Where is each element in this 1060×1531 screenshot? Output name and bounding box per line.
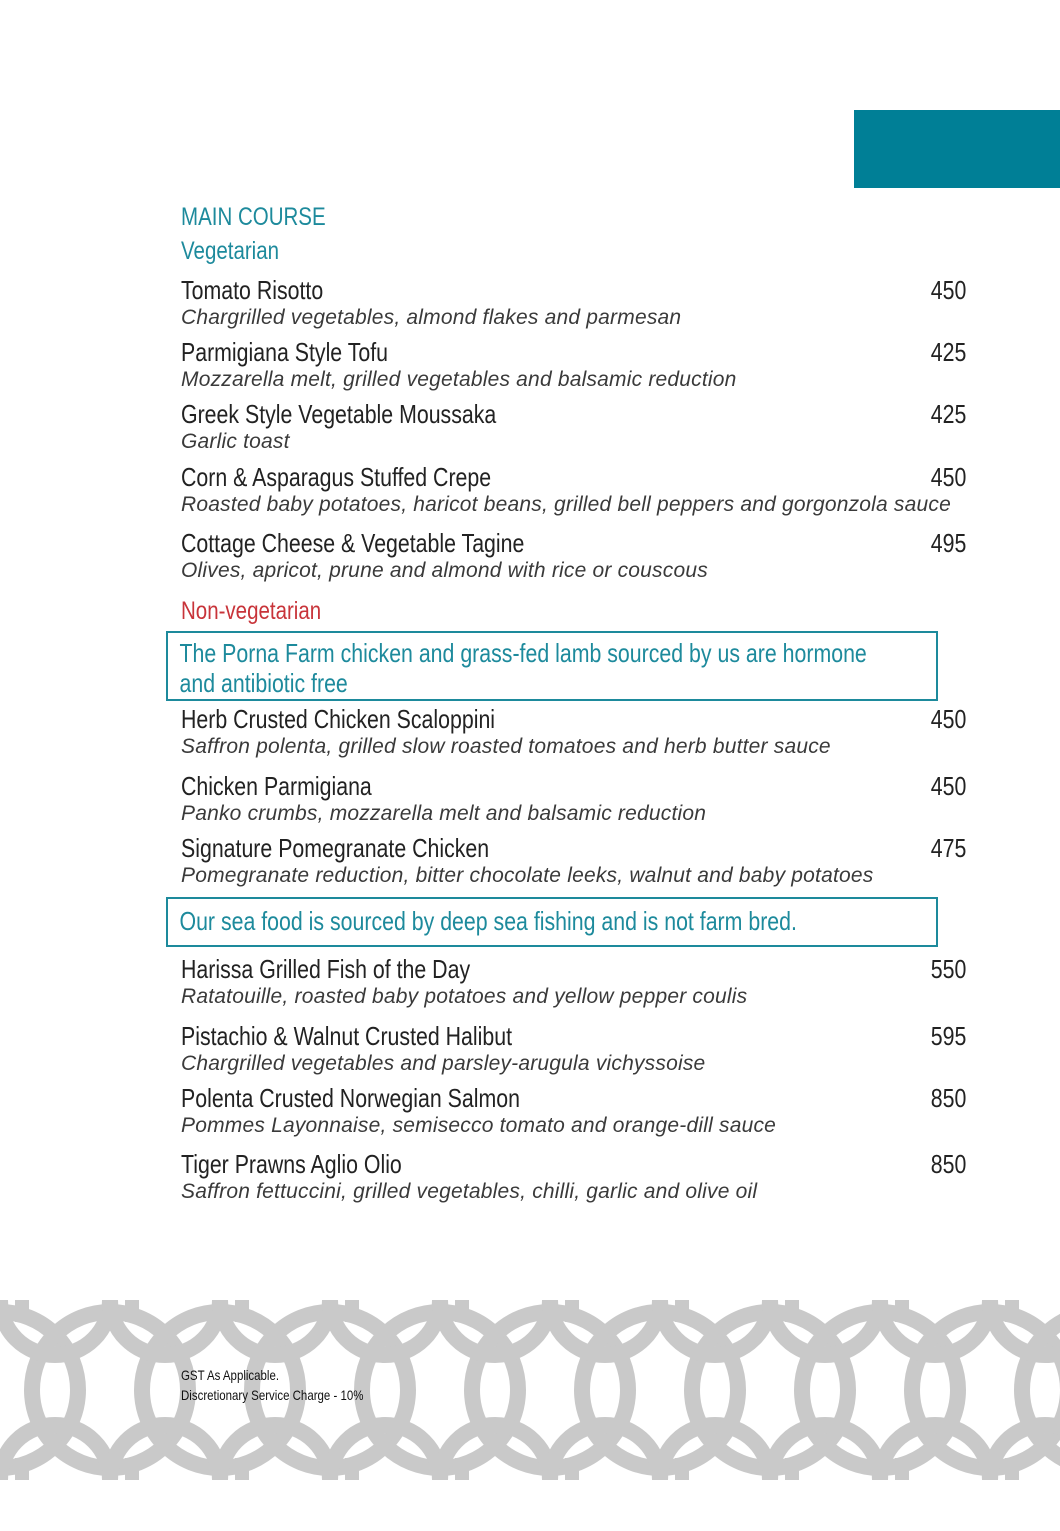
item-description: Panko crumbs, mozzarella melt and balsamic reduction [181,802,707,825]
seafood-sourcing-notice [166,897,938,947]
service-charge-note: Discretionary Service Charge - 10% [181,1387,364,1403]
item-name: Herb Crusted Chicken Scaloppini [181,704,496,734]
item-description: Chargrilled vegetables, almond flakes and parmesan [181,306,682,329]
item-price: 595 [930,1021,966,1051]
item-price: 450 [930,704,966,734]
notice-line: Our sea food is sourced by deep sea fishing and is not farm bred. [179,906,797,936]
item-price: 475 [930,833,966,863]
item-name: Corn & Asparagus Stuffed Crepe [181,462,492,492]
item-name: Harissa Grilled Fish of the Day [181,954,471,984]
menu-item [181,337,966,397]
notice-line: The Porna Farm chicken and grass-fed lamb sourced by us are hormone [179,638,867,668]
menu-item [181,399,966,459]
item-name: Tiger Prawns Aglio Olio [181,1149,402,1179]
item-name: Parmigiana Style Tofu [181,337,388,367]
item-description: Pomegranate reduction, bitter chocolate leeks, walnut and baby potatoes [181,864,874,887]
item-price: 850 [930,1083,966,1113]
section-title: MAIN COURSE [181,203,326,231]
menu-item [181,1021,966,1081]
menu-item [181,771,966,831]
item-price: 425 [930,337,966,367]
menu-item [181,1083,966,1143]
menu-item [181,954,966,1014]
item-price: 450 [930,771,966,801]
item-name: Greek Style Vegetable Moussaka [181,399,497,429]
item-description: Saffron fettuccini, grilled vegetables, chilli, garlic and olive oil [181,1180,758,1203]
item-description: Roasted baby potatoes, haricot beans, grilled bell peppers and gorgonzola sauce [181,493,951,516]
lattice-pattern [0,1300,1060,1480]
vegetarian-heading: Vegetarian [181,237,280,265]
item-price: 550 [930,954,966,984]
item-description: Ratatouille, roasted baby potatoes and yellow pepper coulis [181,985,748,1008]
item-name: Signature Pomegranate Chicken [181,833,490,863]
item-description: Saffron polenta, grilled slow roasted tomatoes and herb butter sauce [181,735,831,758]
item-price: 450 [930,462,966,492]
menu-item [181,275,966,335]
menu-item [181,462,966,522]
menu-item [181,704,966,764]
item-price: 450 [930,275,966,305]
item-name: Cottage Cheese & Vegetable Tagine [181,528,525,558]
gst-note: GST As Applicable. [181,1367,280,1383]
meat-sourcing-notice [166,631,938,701]
item-price: 425 [930,399,966,429]
item-name: Tomato Risotto [181,275,324,305]
item-description: Pommes Layonnaise, semisecco tomato and orange-dill sauce [181,1114,777,1137]
item-name: Pistachio & Walnut Crusted Halibut [181,1021,513,1051]
non-vegetarian-heading: Non-vegetarian [181,597,322,625]
item-description: Garlic toast [181,430,290,453]
teal-corner-block [854,110,1060,188]
item-description: Olives, apricot, prune and almond with rice or couscous [181,559,708,582]
menu-item [181,833,966,893]
item-description: Chargrilled vegetables and parsley-arugula vichyssoise [181,1052,706,1075]
item-name: Polenta Crusted Norwegian Salmon [181,1083,520,1113]
menu-item [181,1149,966,1209]
item-description: Mozzarella melt, grilled vegetables and balsamic reduction [181,368,737,391]
notice-line: and antibiotic free [179,668,348,698]
menu-item [181,528,966,588]
item-name: Chicken Parmigiana [181,771,372,801]
item-price: 495 [930,528,966,558]
item-price: 850 [930,1149,966,1179]
